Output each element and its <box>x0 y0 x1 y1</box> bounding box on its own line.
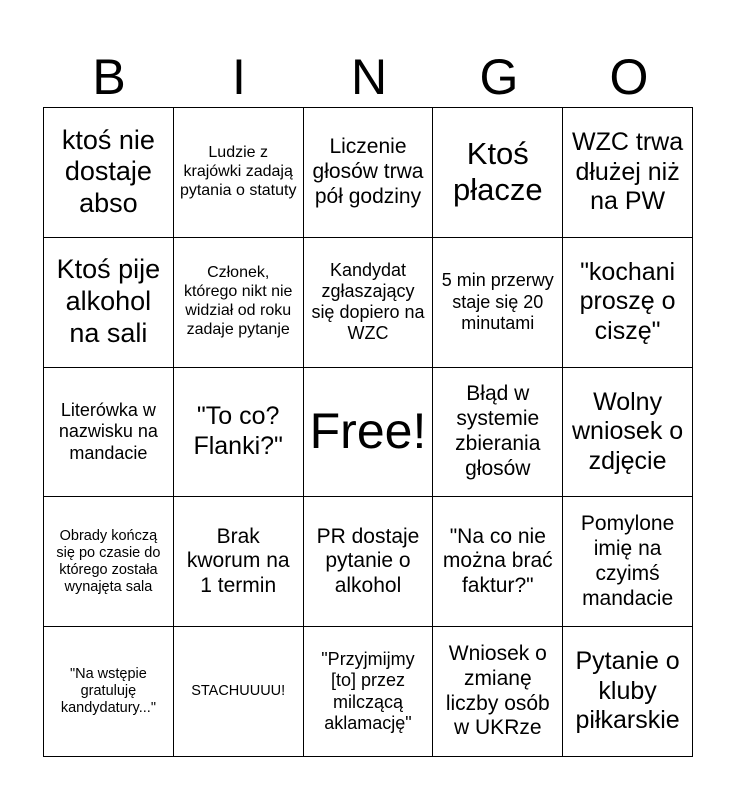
bingo-cell[interactable] <box>304 627 434 757</box>
bingo-cell[interactable] <box>304 497 434 627</box>
cell-text: STACHUUUU! <box>191 683 286 700</box>
cell-text: Członek, którego nikt nie widział od roku zadaje pytanje <box>183 264 293 339</box>
cell-text: Błąd w systemie zbierania głosów <box>455 382 541 480</box>
bingo-cell[interactable] <box>174 368 304 498</box>
cell-text: Brak kworum na 1 termin <box>186 524 290 598</box>
bingo-cell[interactable] <box>563 108 693 238</box>
cell-text: Pytanie o kluby piłkarskie <box>575 647 680 735</box>
cell-text: "To co? Flanki?" <box>193 402 283 460</box>
cell-text: WZC trwa dłużej niż na PW <box>572 128 684 216</box>
bingo-cell[interactable] <box>174 497 304 627</box>
cell-text: Kandydat zgłaszający się dopiero na WZC <box>311 259 425 344</box>
bingo-cell[interactable] <box>433 627 563 757</box>
bingo-cell[interactable] <box>44 368 174 498</box>
bingo-cell[interactable] <box>563 497 693 627</box>
cell-text: Pomylone imię na czyimś mandacie <box>580 512 675 610</box>
cell-text: "Na wstępie gratuluję kandydatury..." <box>60 665 156 717</box>
cell-text: ktoś nie dostaje abso <box>61 124 155 219</box>
cell-text: Wniosek o zmianę liczby osób w UKRze <box>445 642 550 740</box>
bingo-cell[interactable] <box>304 108 434 238</box>
header-letter-i: I <box>232 49 246 105</box>
bingo-cell[interactable] <box>174 238 304 368</box>
cell-text: Obrady kończą się po czasie do którego została wynajęta sala <box>56 527 161 595</box>
cell-text: 5 min przerwy staje się 20 minutami <box>441 270 554 333</box>
cell-text: Ktoś płacze <box>452 135 543 208</box>
cell-text: Wolny wniosek o zdjęcie <box>572 387 684 475</box>
bingo-cell[interactable] <box>44 238 174 368</box>
bingo-cell[interactable] <box>304 238 434 368</box>
bingo-cell[interactable] <box>563 368 693 498</box>
cell-text: "Przyjmijmy [to] przez milczącą aklamację" <box>321 649 415 733</box>
bingo-cell[interactable] <box>433 368 563 498</box>
cell-text: PR dostaje pytanie o alkohol <box>316 524 420 598</box>
cell-text: Ktoś pije alkohol na sali <box>56 254 161 349</box>
bingo-cell[interactable] <box>563 238 693 368</box>
bingo-cell[interactable] <box>174 627 304 757</box>
bingo-cell[interactable] <box>44 108 174 238</box>
header-letter-o: O <box>609 49 649 105</box>
bingo-cell[interactable] <box>174 108 304 238</box>
header-letter-n: N <box>350 49 388 105</box>
bingo-cell[interactable] <box>433 497 563 627</box>
bingo-header <box>44 46 694 108</box>
free-space-label: Free! <box>309 403 427 460</box>
cell-text: Ludzie z krajówki zadają pytania o statuty <box>179 144 297 199</box>
free-space-cell[interactable] <box>304 368 434 498</box>
header-letter-g: G <box>479 49 519 105</box>
bingo-grid <box>43 107 693 757</box>
cell-text: "Na co nie można brać faktur?" <box>442 524 553 598</box>
cell-text: Liczenie głosów trwa pół godziny <box>312 135 424 208</box>
bingo-cell[interactable] <box>563 627 693 757</box>
cell-text: "kochani proszę o ciszę" <box>579 257 676 345</box>
cell-text: Literówka w nazwisku na mandacie <box>58 400 158 463</box>
bingo-cell[interactable] <box>44 627 174 757</box>
bingo-cell[interactable] <box>433 108 563 238</box>
bingo-cell[interactable] <box>433 238 563 368</box>
bingo-cell[interactable] <box>44 497 174 627</box>
header-letter-b: B <box>92 49 126 105</box>
